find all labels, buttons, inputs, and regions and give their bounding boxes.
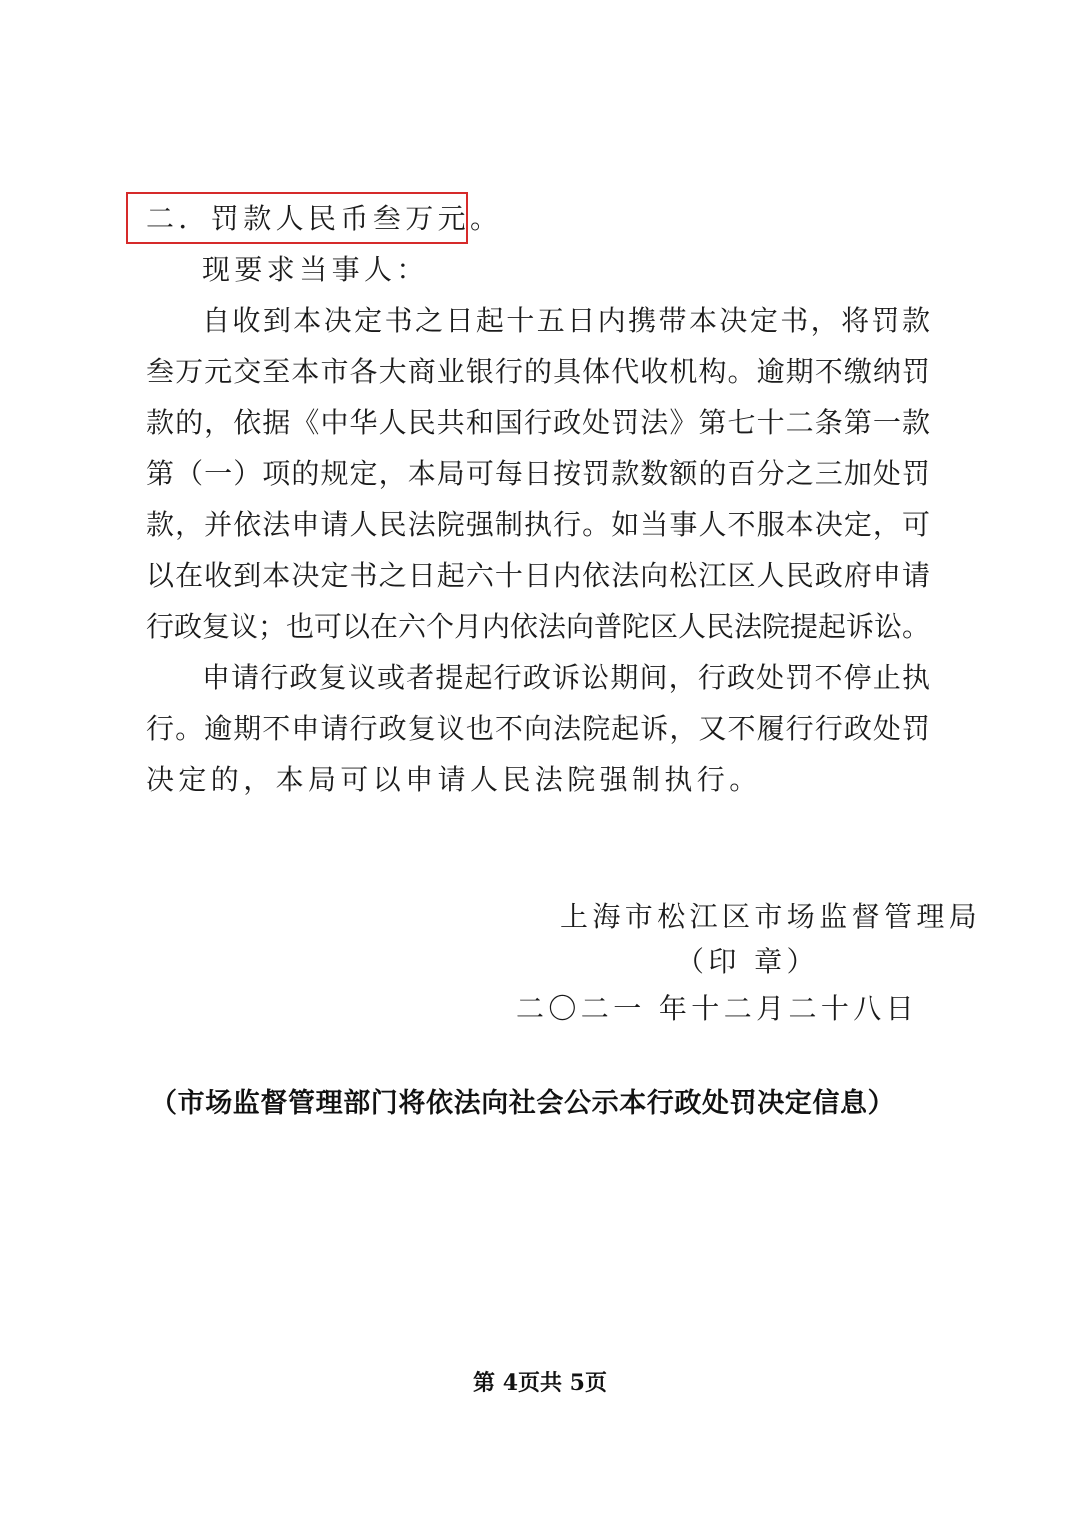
para2-line: 决定的，本局可以申请人民法院强制执行。	[146, 763, 762, 796]
para1-line: 自收到本决定书之日起十五日内携带本决定书，将罚款	[202, 304, 930, 337]
para1-line: 行政复议；也可以在六个月内依法向普陀区人民法院提起诉讼。	[146, 610, 931, 643]
para1-line: 以在收到本决定书之日起六十日内依法向松江区人民政府申请	[146, 559, 930, 592]
issuer-name: 上海市松江区市场监督管理局	[560, 900, 982, 933]
para2-line: 行。逾期不申请行政复议也不向法院起诉，又不履行行政处罚	[146, 712, 930, 745]
page-footer: 第 4页共 5页	[473, 1370, 607, 1396]
para1-line: 叁万元交至本市各大商业银行的具体代收机构。逾期不缴纳罚	[146, 355, 930, 388]
seal-label: （印 章）	[676, 945, 819, 978]
public-notice: （市场监督管理部门将依法向社会公示本行政处罚决定信息）	[150, 1088, 896, 1119]
para1-line: 款，并依法申请人民法院强制执行。如当事人不服本决定，可	[146, 508, 930, 541]
item-two-fine: 二．罚款人民币叁万元。	[146, 202, 503, 235]
issue-date: 二〇二一 年十二月二十八日	[516, 992, 919, 1025]
para1-line: 款的，依据《中华人民共和国行政处罚法》第七十二条第一款	[146, 406, 930, 439]
para2-line: 申请行政复议或者提起行政诉讼期间，行政处罚不停止执	[202, 661, 930, 694]
para1-line: 第（一）项的规定，本局可每日按罚款数额的百分之三加处罚	[146, 457, 930, 490]
demand-intro: 现要求当事人：	[202, 253, 429, 286]
